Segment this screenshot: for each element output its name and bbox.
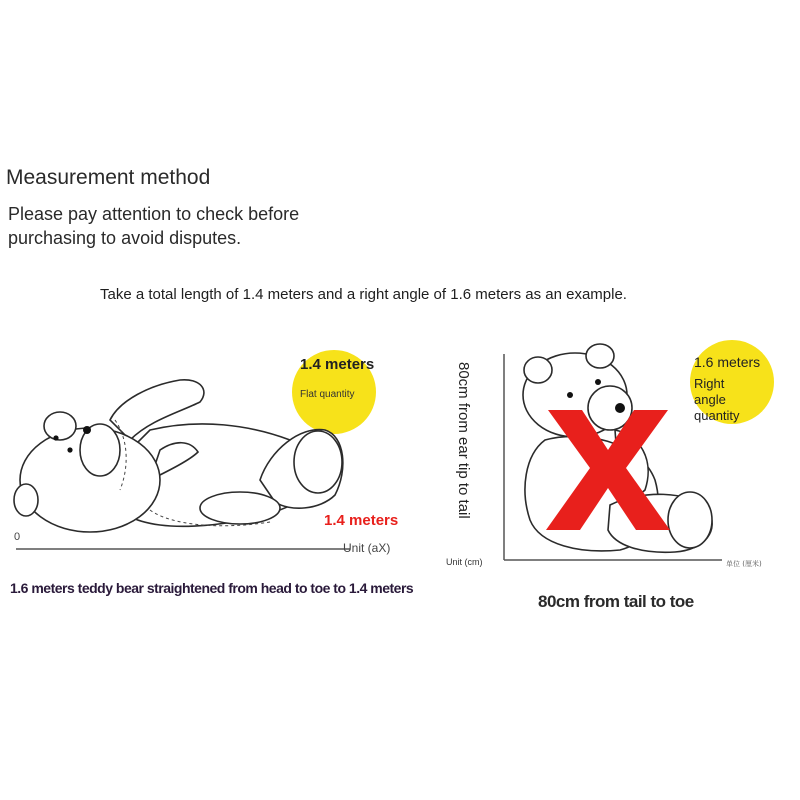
purchase-note: Please pay attention to check before purchasing to avoid disputes. [8,204,300,248]
right-badge-label-1: Right [694,376,725,391]
flat-measurement-diagram [0,330,460,620]
flat-badge-label: Flat quantity [300,389,355,400]
page-title: Measurement method [6,166,211,189]
right-angle-caption: 80cm from tail to toe [538,592,694,611]
flat-caption: 1.6 meters teddy bear straightened from head to toe to 1.4 meters [10,580,414,596]
origin-label: 0 [14,531,21,543]
flat-badge-value: 1.4 meters [300,356,375,373]
vertical-measure-label: 80cm from ear tip to tail [455,362,472,519]
flat-length-label: 1.4 meters [324,512,399,529]
right-angle-measurement-diagram [440,330,800,630]
right-badge-value: 1.6 meters [694,354,761,370]
axis-unit-cm: Unit (cm) [446,557,483,567]
right-badge-label-2: angle [694,392,726,407]
axis-unit-cn: 单位 (厘米) [726,560,762,568]
example-description: Take a total length of 1.4 meters and a right angle of 1.6 meters as an example. [100,286,627,303]
flat-axis-unit: Unit (aX) [343,541,391,555]
right-badge-label-3: quantity [694,408,740,423]
